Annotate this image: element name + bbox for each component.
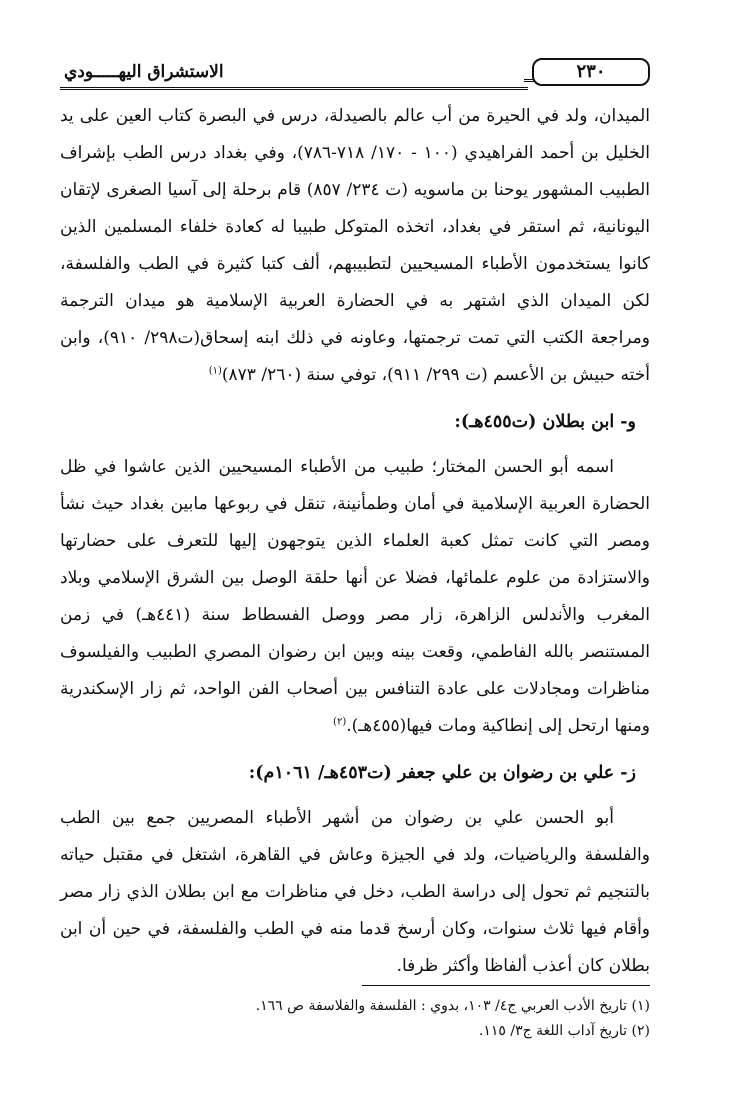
footnote-marker: (٢): [333, 716, 347, 728]
running-title: الاستشراق اليهـــــودي: [64, 62, 224, 82]
header-rule: [60, 87, 528, 90]
heading-ibn-ridwan: ز- علي بن رضوان بن علي جعفر (ت٤٥٣هـ/ ١٠٦١م):: [248, 763, 636, 783]
page-body: [60, 98, 650, 985]
footnote-marker: (١): [208, 365, 222, 377]
heading-ibn-butlan: و- ابن بطلان (ت٤٥٥هـ):: [454, 412, 636, 432]
page-header: [60, 58, 650, 92]
paragraph-ibn-butlan: [60, 449, 650, 745]
paragraph-text: اسمه أبو الحسن المختار؛ طبيب من الأطباء المسيحيين الذين عاشوا في ظل الحضارة العربية الإسلامية في أمان وطمأنينة، تنقل في ربوعها مابين بغداد حيث نشأ ومصر التي كانت تمثل كعبة العلماء الذين يتوجهون إليها للتعرف على حضارتها والاستزادة من علوم علمائها، فضلا عن أنها حلقة الوصل بين الشرق الإسلامي وبلاد المغرب والأندلس الزاهرة، زار مصر ووصل الفسطاط سنة (٤٤١هـ) في زمن المستنصر بالله الفاطمي، وقعت بينه وبين ابن رضوان المصري الطبيب والفيلسوف مناظرات ومجادلات على عادة التنافس بين أصحاب الفن الواحد، ثم زار الإسكندرية ومنها ارتحل إلى إنطاكية ومات فيها(٤٥٥هـ).: [60, 457, 651, 736]
paragraph-text: الميدان، ولد في الحيرة من أب عالم بالصيدلة، درس في البصرة كتاب العين على يد الخليل بن أحمد الفراهيدي (١٠٠ - ١٧٠/ ٧١٨-٧٨٦)، وفي بغداد درس الطب بإشراف الطبيب المشهور يوحنا بن ماسويه (ت ٢٣٤/ ٨٥٧) قام برحلة إلى آسيا الصغرى لإتقان اليونانية، ثم استقر في بغداد، اتخذه المتوكل طبيبا له كعادة خلفاء المسلمين الذين كانوا يستخدمون الأطباء المسيحيين لتطبيبهم، ألف كتبا كثيرة في الطب والفلسفة، لكن الميدان الذي اشتهر به في الحضارة العربية الإسلامية هو ميدان الترجمة ومراجعة الكتب التي تمت ترجمتها، وعاونه في ذلك ابنه إسحاق(ت٢٩٨/ ٩١٠)، وابن أخته حبيش بن الأعسم (ت ٢٩٩/ ٩١١)، توفي سنة (٢٦٠/ ٨٧٣): [60, 106, 650, 385]
footnote-rule: [362, 985, 650, 986]
footnote-2: (٢) تاريخ آداب اللغة ج٣/ ١١٥.: [478, 1023, 650, 1039]
paragraph-ibn-ridwan: أبو الحسن علي بن رضوان من أشهر الأطباء المصريين جمع بين الطب والفلسفة والرياضيات، ولد في الجيزة وعاش في القاهرة، اشتغل في مقتبل حياته بالتنجيم ثم تحول إلى دراسة الطب، دخل في مناظرات مع ابن بطلان الذي زار مصر وأقام فيها ثلاث سنوات، وكان أرسخ قدما منه في الطب والفلسفة، في حين أن ابن بطلان كان أعذب ألفاظا وأكثر ظرفا.: [60, 808, 650, 976]
footnote-1: (١) تاريخ الأدب العربي ج٤/ ١٠٣، بدوي : الفلسفة والفلاسفة ص ١٦٦.: [255, 998, 650, 1014]
footnotes: [60, 994, 650, 1044]
paragraph-hunayn: [60, 98, 650, 394]
page-number: ٢٣٠: [532, 58, 650, 86]
